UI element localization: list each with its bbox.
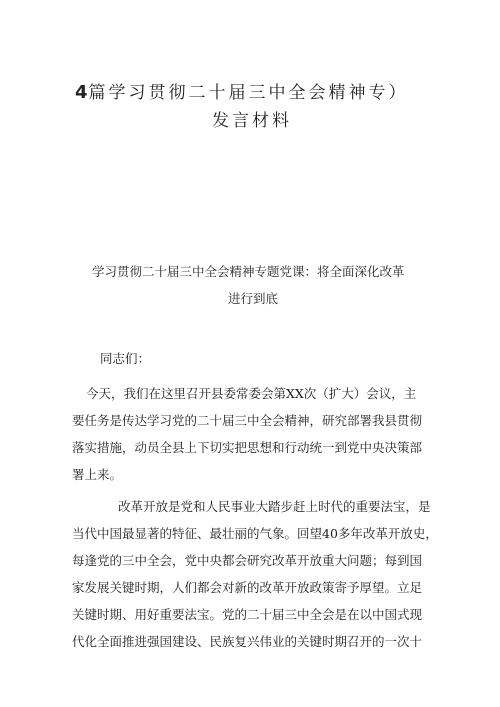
paragraph-1-line: 署上来。 (72, 467, 123, 482)
document-title-line-2: 发言材料 (212, 111, 292, 131)
paragraph-2-line: 关键时期、用好重要法宝。党的二十届三中全会是在以中国式现 (72, 607, 423, 622)
document-title-line-1 (75, 78, 409, 103)
paragraph-2-line: 家发展关键时期，人们都会对新的改革开放政策寄予厚望。立足 (72, 580, 423, 595)
paragraph-1-line: 落实措施，动员全县上下切实把思想和行动统一到党中央决策部 (72, 440, 423, 455)
subtitle-line-1: 学习贯彻二十届三中全会精神专题党课：将全面深化改革 (92, 264, 405, 279)
paragraph-2-line: 代化全面推进强国建设、民族复兴伟业的关键时期召开的一次十 (72, 634, 423, 649)
title-text: 篇学习贯彻二十届三中全会精神专） (88, 83, 409, 103)
subtitle-line-2: 进行到底 (228, 291, 279, 306)
title-number: 4 (75, 82, 89, 103)
paragraph-2-line: 每逢党的三中全会，党中央都会研究改革开放重大问题；每到国 (72, 553, 423, 568)
paragraph-2-line: 改革开放是党和人民事业大踏步赶上时代的重要法宝，是 (118, 499, 431, 514)
greeting: 同志们： (100, 351, 151, 366)
paragraph-1-line: 今天，我们在这里召开县委常委会第XX次（扩大）会议，主 (86, 386, 417, 401)
paragraph-1-line: 要任务是传达学习党的二十届三中全会精神，研究部署我县贯彻 (72, 413, 423, 428)
paragraph-2-line: 当代中国最显著的特征、最壮丽的气象。回望40多年改革开放史， (72, 526, 438, 541)
